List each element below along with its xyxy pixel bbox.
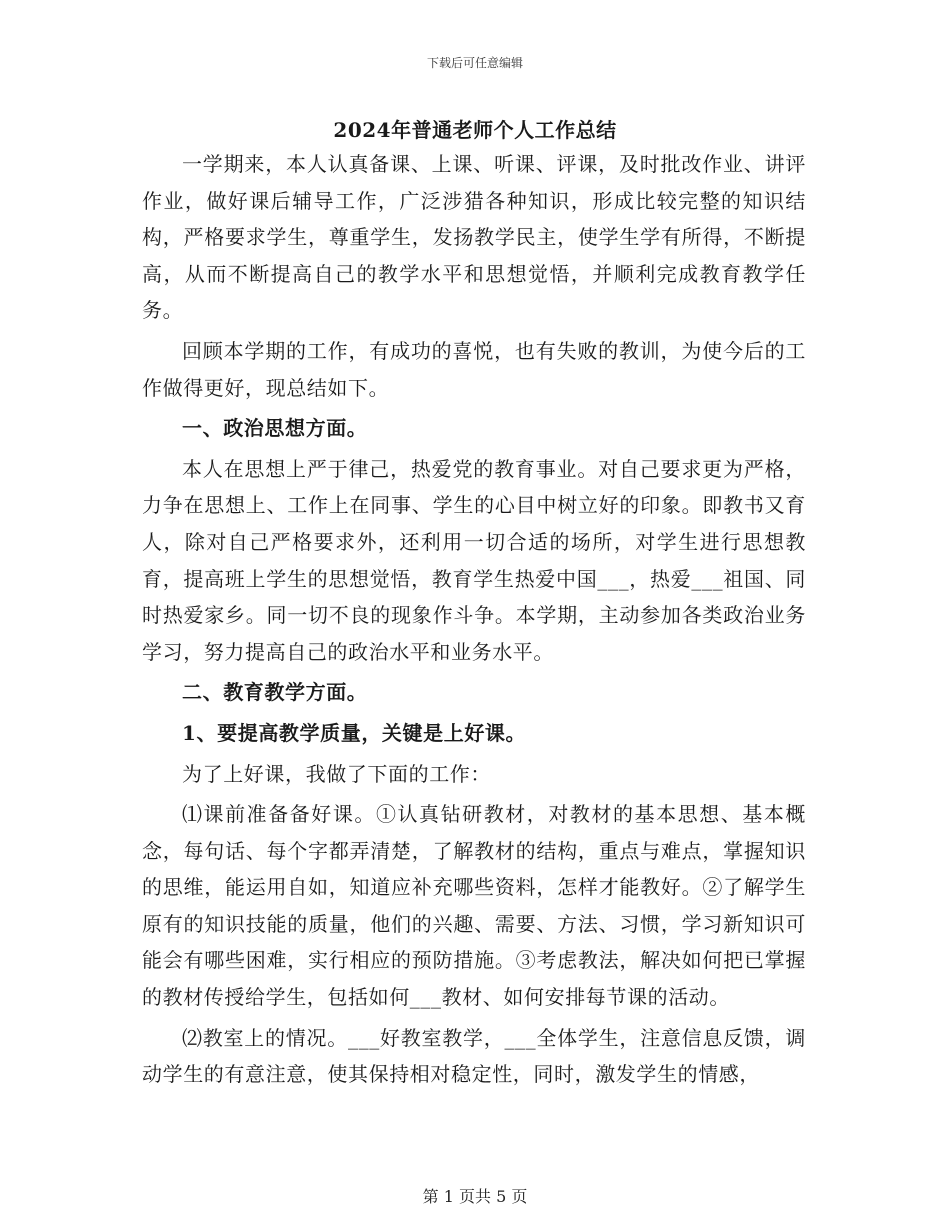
document-title: 2024年普通老师个人工作总结	[333, 118, 617, 142]
subsection-heading-quality: 1、要提高教学质量，关键是上好课。	[182, 720, 527, 745]
document-body	[142, 146, 806, 1093]
page-header: 下载后可任意编辑	[426, 56, 523, 70]
paragraph-classroom: ⑵教室上的情况。___好教室教学，___全体学生，注意信息反馈，调动学生的有意注意，使其保持相对稳定性，同时，激发学生的情感，	[142, 1025, 806, 1087]
paragraph-politics: 本人在思想上严于律己，热爱党的教育事业。对自己要求更为严格，力争在思想上、工作上在同事、学生的心目中树立好的印象。即教书又育人，除对自己严格要求外，还利用一切合适的场所，对学生进行思想教育，提高班上学生的思想觉悟，教育学生热爱中国___，热爱___祖国、同时热爱家乡。同一切不良的现象作斗争。本学期，主动参加各类政治业务学习，努力提高自己的政治水平和业务水平。	[142, 456, 806, 664]
section-heading-politics: 一、政治思想方面。	[182, 416, 368, 441]
paragraph-work-intro: 为了上好课，我做了下面的工作：	[182, 761, 491, 786]
page-footer: 第 1 页共 5 页	[422, 1187, 528, 1206]
section-heading-teaching: 二、教育教学方面。	[182, 680, 368, 705]
paragraph-preparation: ⑴课前准备备好课。①认真钻研教材，对教材的基本思想、基本概念，每句话、每个字都弄清楚，了解教材的结构，重点与难点，掌握知识的思维，能运用自如，知道应补充哪些资料，怎样才能教好。②了解学生原有的知识技能的质量，他们的兴趣、需要、方法、习惯，学习新知识可能会有哪些困难，实行相应的预防措施。③考虑教法，解决如何把已掌握的教材传授给学生，包括如何___教材、如何安排每节课的活动。	[142, 802, 806, 1010]
paragraph-review: 回顾本学期的工作，有成功的喜悦，也有失败的教训，为使今后的工作做得更好，现总结如下。	[142, 338, 806, 400]
paragraph-intro: 一学期来，本人认真备课、上课、听课、评课，及时批改作业、讲评作业，做好课后辅导工作，广泛涉猎各种知识，形成比较完整的知识结构，严格要求学生，尊重学生，发扬教学民主，使学生学有所得，不断提高，从而不断提高自己的教学水平和思想觉悟，并顺利完成教育教学任务。	[142, 152, 806, 323]
